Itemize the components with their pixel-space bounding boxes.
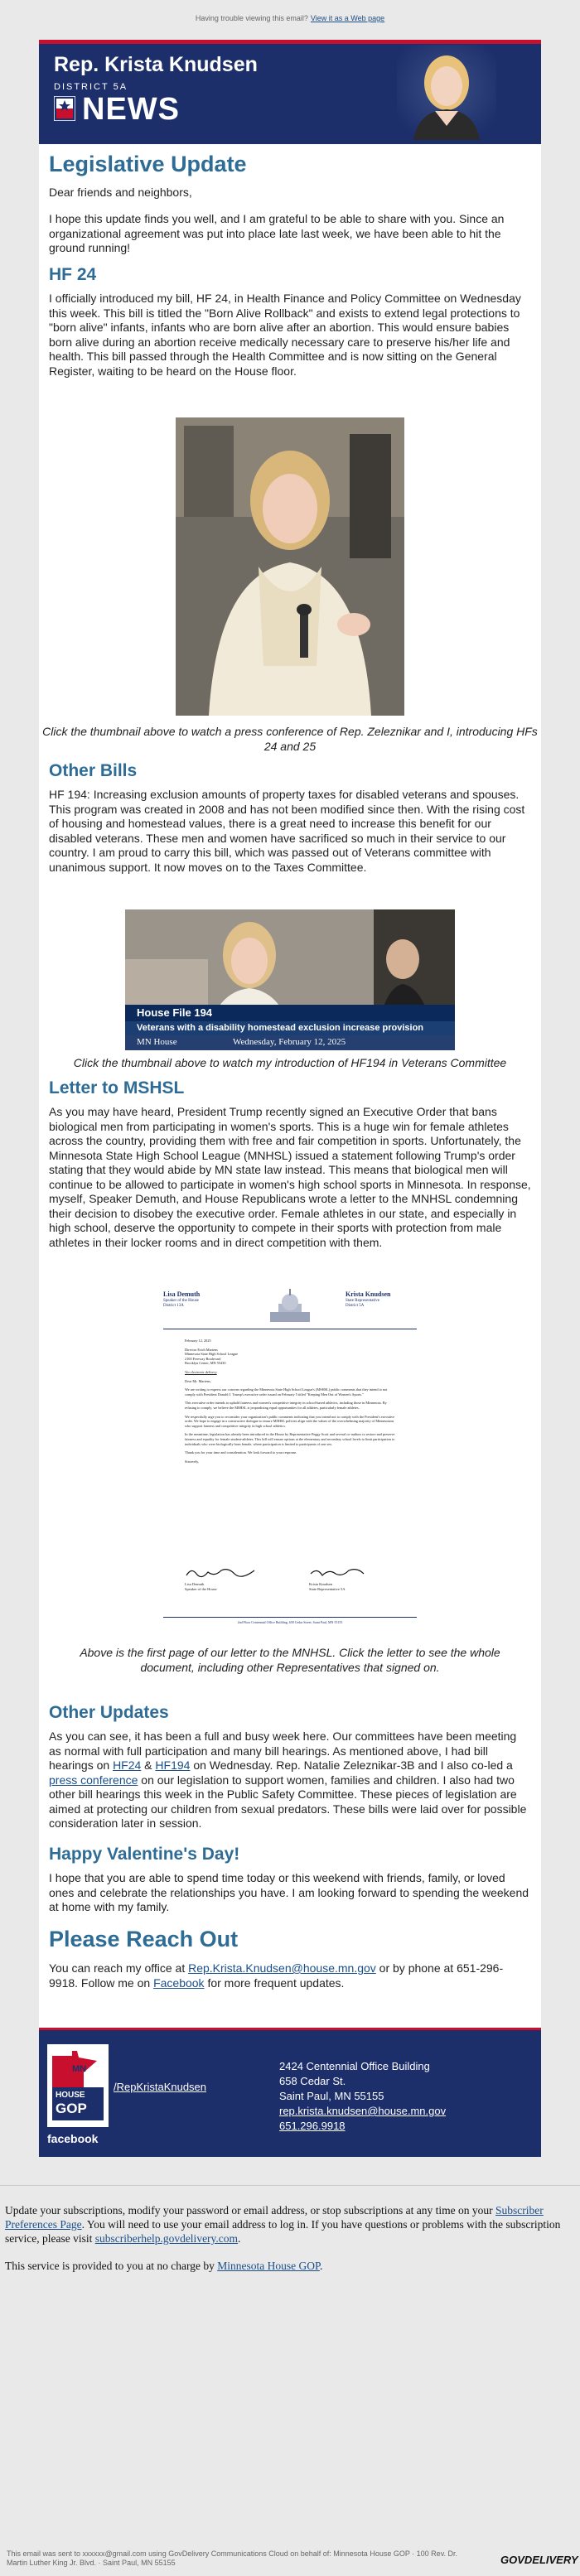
letter-sig2-name: Krista Knudsen [309,1582,333,1586]
footer-top-stripe [39,2028,541,2030]
video-info-bar [125,1035,455,1050]
other-updates-paragraph: As you can see, it has been a full and busy week here. Our committees have been meeting as normal with full participation and many bill hearings. As mentioned above, I had bill hearings on HF24 & HF194 on Wednesday. Rep. Natalie Zeleznikar-3B and I also co-led a press conference on our legislation to support women, families and children. I also had two other bill hearings this week in the Public Safety Committee. These pieces of legislation are aimed at protecting our children from sexual predators. These bills were laid over for possible consideration later in session. [49,1729,527,1830]
video-title: House File 194 [125,1005,455,1021]
reach-out-paragraph: You can reach my office at Rep.Krista.Knudsen@house.mn.gov or by phone at 651-296-9918. Follow me on Facebook for more frequent updates. [49,1961,504,1990]
capitol-icon [268,1287,312,1324]
hf194-link[interactable]: HF194 [155,1758,191,1772]
mn-house-gop-logo[interactable] [47,2044,109,2127]
mshsl-caption: Above is the first page of our letter to the MNHSL. Click the letter to see the whole document, including other Representatives that signed on. [80,1646,500,1674]
office-address [279,2059,446,2134]
letter-closing: Sincerely, [185,1459,200,1464]
facebook-link[interactable]: Facebook [153,1975,205,1990]
hf24-heading: HF 24 [49,265,97,284]
press-conference-link[interactable]: press conference [49,1773,138,1787]
letter-left-name: Lisa Demuth [163,1290,201,1298]
hf24-link[interactable]: HF24 [113,1758,142,1772]
address-line-2: 658 Cedar St. [279,2075,346,2087]
letter-sig2-title: State Representative 5A [309,1587,346,1591]
letter-right-title: State Representative [346,1299,379,1303]
facebook-wordmark[interactable]: facebook [47,2132,99,2145]
minnesota-flag-icon [54,96,75,121]
banner-name: Rep. Krista Knudsen [54,53,258,76]
video-subtitle: Veterans with a disability homestead exclusion increase provision [125,1021,455,1035]
web-view-notice [0,0,580,36]
letter-footer: 2nd Floor Centennial Office Building, 658 Cedar Street, Saint Paul, MN 55155 [237,1620,343,1624]
subscriber-help-link[interactable]: subscriberhelp.govdelivery.com [94,2232,239,2245]
letter-date: February 12, 2025 [185,1339,211,1343]
press-conference-thumbnail[interactable] [176,417,404,716]
letter-left-district: District 13A [163,1304,184,1308]
mshsl-heading: Letter to MSHSL [49,1078,185,1097]
letter-paragraph-5: Thank you for your time and consideration. We look forward to your response. [185,1450,297,1455]
hf24-paragraph: I officially introduced my bill, HF 24, in Health Finance and Policy Committee on Wednesday this week. This bill is titled the "Born Alive Rollback" and exists to extend legal protections to "born alive" infants, infants who are born alive after an abortion. This would ensure babies born alive during an abortion receive medically necessary care to preserve his/her life and health. This bill passed through the Health Committee and is now sitting on the General Register, waiting to be heard on the House floor. [49,292,521,378]
intro-paragraph: I hope this update finds you well, and I am grateful to be able to share with you. Since an organizational agreement was put into place late last week, we have been able to hit the ground running! [49,212,505,254]
newsletter-body [39,144,541,2028]
video-date: Wednesday, February 12, 2025 [233,1037,346,1047]
letter-paragraph-2: This executive order intends to uphold fairness and women's competitive integrity in school-based athletics, including those in Minnesota. By refusing to comply, we believe the MSHSL is jeopardizing equal opportunities for all athletes, particularly female athletes. [185,1401,387,1410]
facebook-handle-link[interactable]: /RepKristaKnudsen [114,2081,207,2093]
subscription-notice [0,2203,580,2273]
valentine-paragraph: I hope that you are able to spend time today or this weekend with friends, family, or loved ones and celebrate the relationships you have. I am looking forward to spending the weekend at home with my family. [49,1871,529,1913]
hf194-video-thumbnail[interactable] [125,909,455,1050]
other-bills-paragraph: HF 194: Increasing exclusion amounts of property taxes for disabled veterans and spouses. This program was created in 2008 and has not been modified since then. With the rising cost of housing and homestead values, there is a great need to increase this benefit for our disabled veterans. These men and women have sacrificed so much in their service to our country. I am proud to carry this bill, which was passed out of Veterans committee with unanimous support. It now moves on to the Taxes Committee. [49,788,525,874]
logo-mn-text: MN [72,2064,87,2074]
letter-addressee: Director Erich Martens [185,1347,218,1352]
email-link[interactable]: Rep.Krista.Knudsen@house.mn.gov [188,1961,376,1975]
logo-gop-text: GOP [56,2101,87,2116]
valentine-heading: Happy Valentine's Day! [49,1845,240,1864]
mshsl-paragraph: As you may have heard, President Trump recently signed an Executive Order that bans biological men from participating in women's sports. This is a huge win for female athletes across the country, providing them with free and fair competition in sports. Unfortunately, the Minnesota State High School League (MNHSL) issued a statement following Trump's order stating that they would abide by MN state law instead. This means that biological men will continue to be allowed to participate in women's high school sports in Minnesota. In response, myself, Speaker Demuth, and House Republicans wrote a letter to the MNHSL condemning their decision to disobey the executive order. Female athletes in our state, and especially in high school, deserve the opportunity to compete in their sports with protection from male athletes in their locker rooms and in direct competition with them. [49,1105,531,1249]
page-title: Legislative Update [49,152,247,176]
subscriber-preferences-link[interactable]: Subscriber Preferences Page [5,2204,544,2231]
delivery-text: This email was sent to xxxxxx@gmail.com using GovDelivery Communications Cloud on behalf of: Minnesota House GOP · 100 Rev. Dr. Martin Luther King Jr. Blvd. · Saint Paul, MN 55155 [7,2549,458,2567]
representative-portrait [397,45,496,140]
letter-left-title: Speaker of the House [163,1299,199,1303]
minnesota-house-gop-link[interactable]: Minnesota House GOP [217,2260,320,2272]
divider [0,2185,580,2186]
mshsl-letter-thumbnail[interactable] [157,1284,423,1632]
contact-footer [39,2028,541,2157]
hf24-caption: Click the thumbnail above to watch a press conference of Rep. Zeleznikar and I, introducing HFs 24 and 25 [42,725,538,753]
letter-body [185,1339,397,1464]
banner-top-stripe [39,40,541,44]
banner-district: DISTRICT 5A [54,82,128,92]
greeting: Dear friends and neighbors, [49,186,192,199]
letter-footer-rule [163,1617,417,1618]
letter-paragraph-4: In the meantime, legislation has already been introduced in the House by Representative Peggy Scott and several co-authors to restore and preserve fairness and equality for female student-athletes. This bill will ensure options at the elementary and secondary school levels to limit participation to individuals who were biologically born female, where participation is limited to participants of one sex. [185,1432,395,1446]
letter-city: Brooklyn Center, MN 55430 [185,1361,226,1366]
govdelivery-logo[interactable]: GOVDELIVERY [500,2554,578,2566]
reach-out-heading: Please Reach Out [49,1927,239,1951]
letter-paragraph-3: We respectfully urge you to reconsider your organization's public comments indicating that you intend not to comply with the President's executive order. We hope to engage in a constructive dialogue to ensure MSHSL policies align with the values of the overwhelming majority of Minnesotans who support fairness and competitive integrity in high school athletics. [185,1414,395,1428]
hf194-caption: Click the thumbnail above to watch my introduction of HF194 in Veterans Committee [73,1056,507,1069]
logo-house-text: HOUSE [56,2091,85,2100]
provided-by-text: This service is provided to you at no charge by Minnesota House GOP. [5,2260,323,2272]
letter-delivery: Via electronic delivery [185,1369,217,1374]
letter-organization: Minnesota State High School League [185,1352,239,1357]
footer-email-link[interactable]: rep.krista.knudsen@house.mn.gov [279,2105,447,2117]
letter-right-name: Krista Knudsen [346,1290,391,1298]
address-line-1: 2424 Centennial Office Building [279,2060,430,2072]
header-banner [39,40,541,144]
other-updates-heading: Other Updates [49,1703,169,1722]
web-view-text: Having trouble viewing this email? [195,14,308,22]
address-line-3: Saint Paul, MN 55155 [279,2090,384,2102]
letter-salutation: Dear Mr. Martens, [185,1378,211,1383]
letter-paragraph-1: We are writing to express our concern regarding the Minnesota State High School League's (MSHSL) public comments that they intend to not comply with President Donald J. Trump's executive order issued on February 5 titled "Keeping Men Out of Women's Sports." [185,1387,388,1397]
signature-demuth [185,1565,259,1579]
footer-phone-link[interactable]: 651.296.9918 [279,2120,346,2132]
letter-sig1-name: Lisa Demuth [185,1582,205,1586]
other-bills-heading: Other Bills [49,761,138,780]
signature-knudsen [309,1565,384,1579]
web-view-link[interactable]: View it as a Web page [310,14,385,22]
letter-sig1-title: Speaker of the House [185,1587,217,1591]
video-source: MN House [137,1037,177,1047]
banner-news: NEWS [82,92,180,127]
letter-right-district: District 5A [346,1304,365,1308]
delivery-footer [0,2526,580,2576]
subscription-text: Update your subscriptions, modify your password or email address, or stop subscriptions at any time on your Subscriber Preferences Page. You will need to use your email address to log in. If you have questions or problems with the subscription service, please visit subscriberhelp.govdelivery.com. [5,2204,561,2245]
letter-street: 2100 Freeway Boulevard [185,1356,221,1361]
